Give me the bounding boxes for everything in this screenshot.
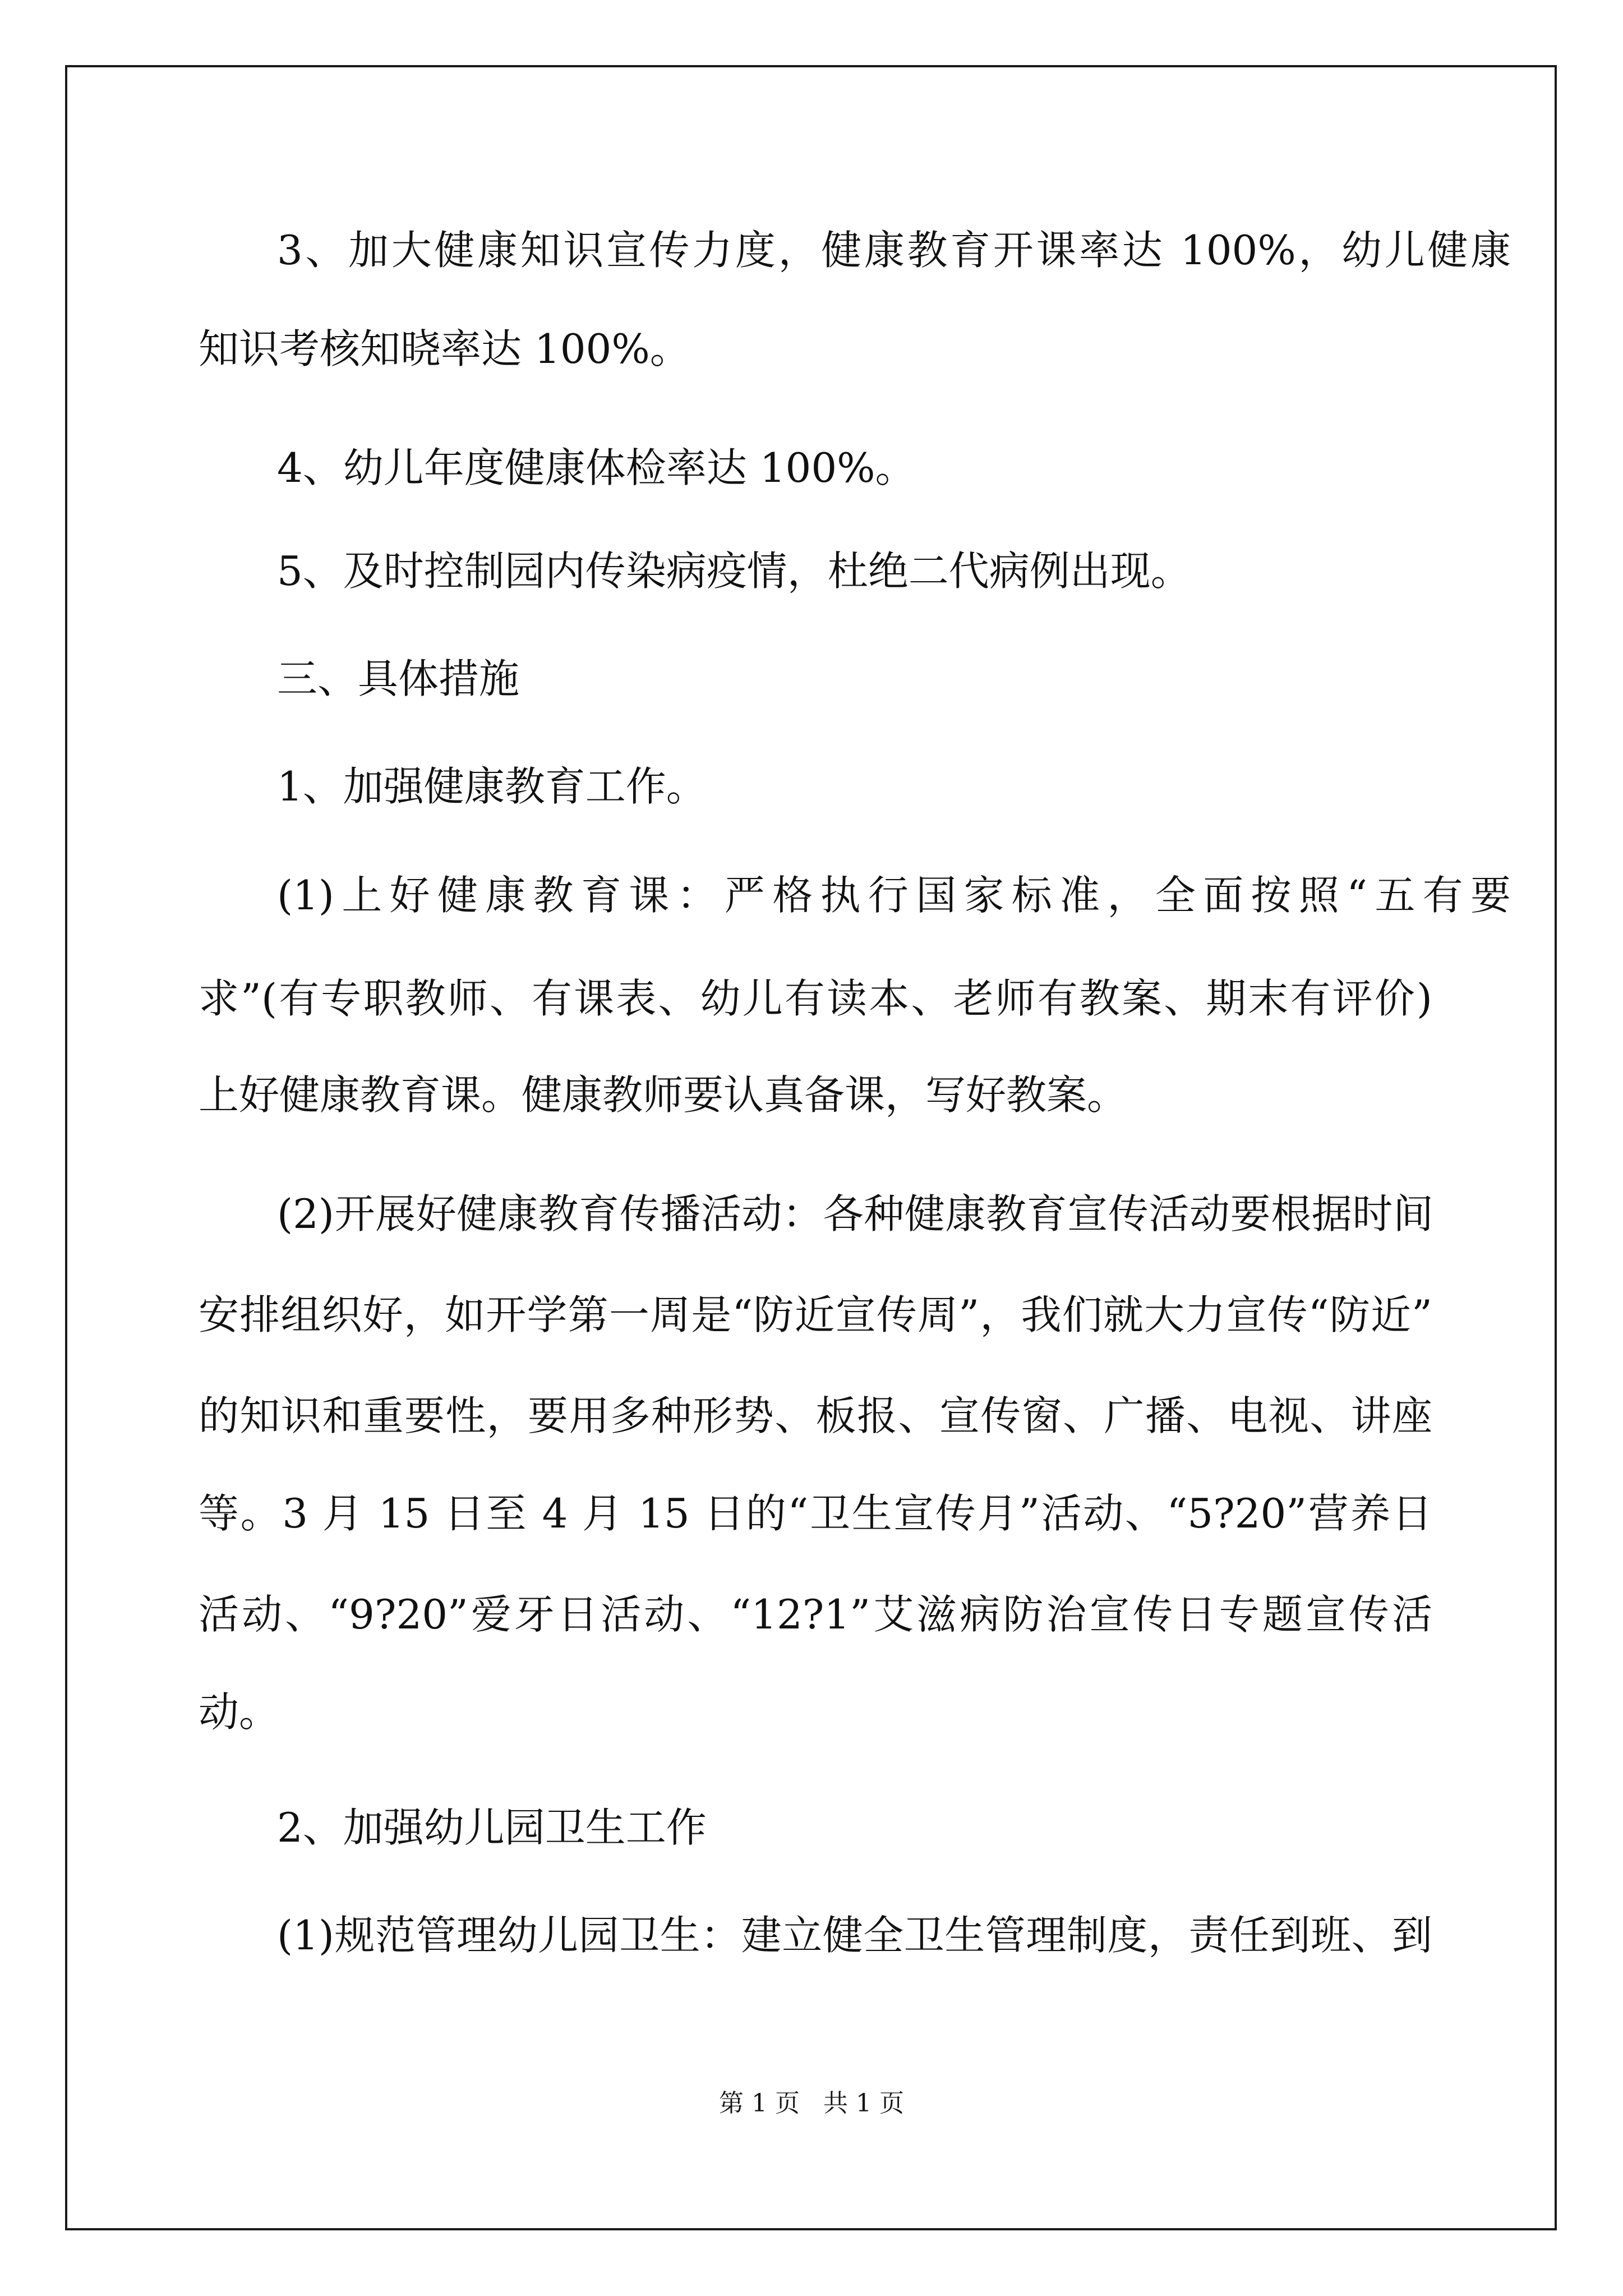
section-heading: 三、具体措施 [277, 655, 520, 702]
page-border [65, 65, 1557, 2230]
subsection-heading: 1、加强健康教育工作。 [277, 763, 707, 810]
paragraph-line: 活动、“9?20”爱牙日活动、“12?1”艾滋病防治宣传日专题宣传活 [199, 1591, 1432, 1638]
paragraph-line: (1)上好健康教育课：严格执行国家标准，全面按照“五有要 [277, 872, 1511, 919]
paragraph-line: 安排组织好，如开学第一周是“防近宣传周”，我们就大力宣传“防近” [199, 1291, 1432, 1338]
page-total: 共 1 页 [823, 2089, 904, 2118]
paragraph-line: 的知识和重要性，要用多种形势、板报、宣传窗、广播、电视、讲座 [199, 1392, 1432, 1439]
paragraph-line: 5、及时控制园内传染病疫情，杜绝二代病例出现。 [277, 547, 1191, 595]
paragraph-line: 动。 [199, 1688, 280, 1736]
paragraph-line: 求”(有专职教师、有课表、幼儿有读本、老师有教案、期末有评价) [199, 975, 1432, 1022]
paragraph-line: 等。3 月 15 日至 4 月 15 日的“卫生宣传月”活动、“5?20”营养日 [199, 1490, 1432, 1537]
paragraph-line: 3、加大健康知识宣传力度，健康教育开课率达 100%，幼儿健康 [277, 227, 1511, 274]
paragraph-line: 4、幼儿年度健康体检率达 100%。 [277, 444, 916, 491]
paragraph-line: 知识考核知晓率达 100%。 [199, 325, 690, 372]
page-footer [0, 2087, 1623, 2120]
page-number: 第 1 页 [719, 2089, 800, 2118]
paragraph-line: (1)规范管理幼儿园卫生：建立健全卫生管理制度，责任到班、到 [277, 1912, 1432, 1959]
paragraph-line: 上好健康教育课。健康教师要认真备课，写好教案。 [199, 1071, 1128, 1119]
subsection-heading: 2、加强幼儿园卫生工作 [277, 1804, 707, 1851]
paragraph-line: (2)开展好健康教育传播活动：各种健康教育宣传活动要根据时间 [277, 1190, 1433, 1237]
